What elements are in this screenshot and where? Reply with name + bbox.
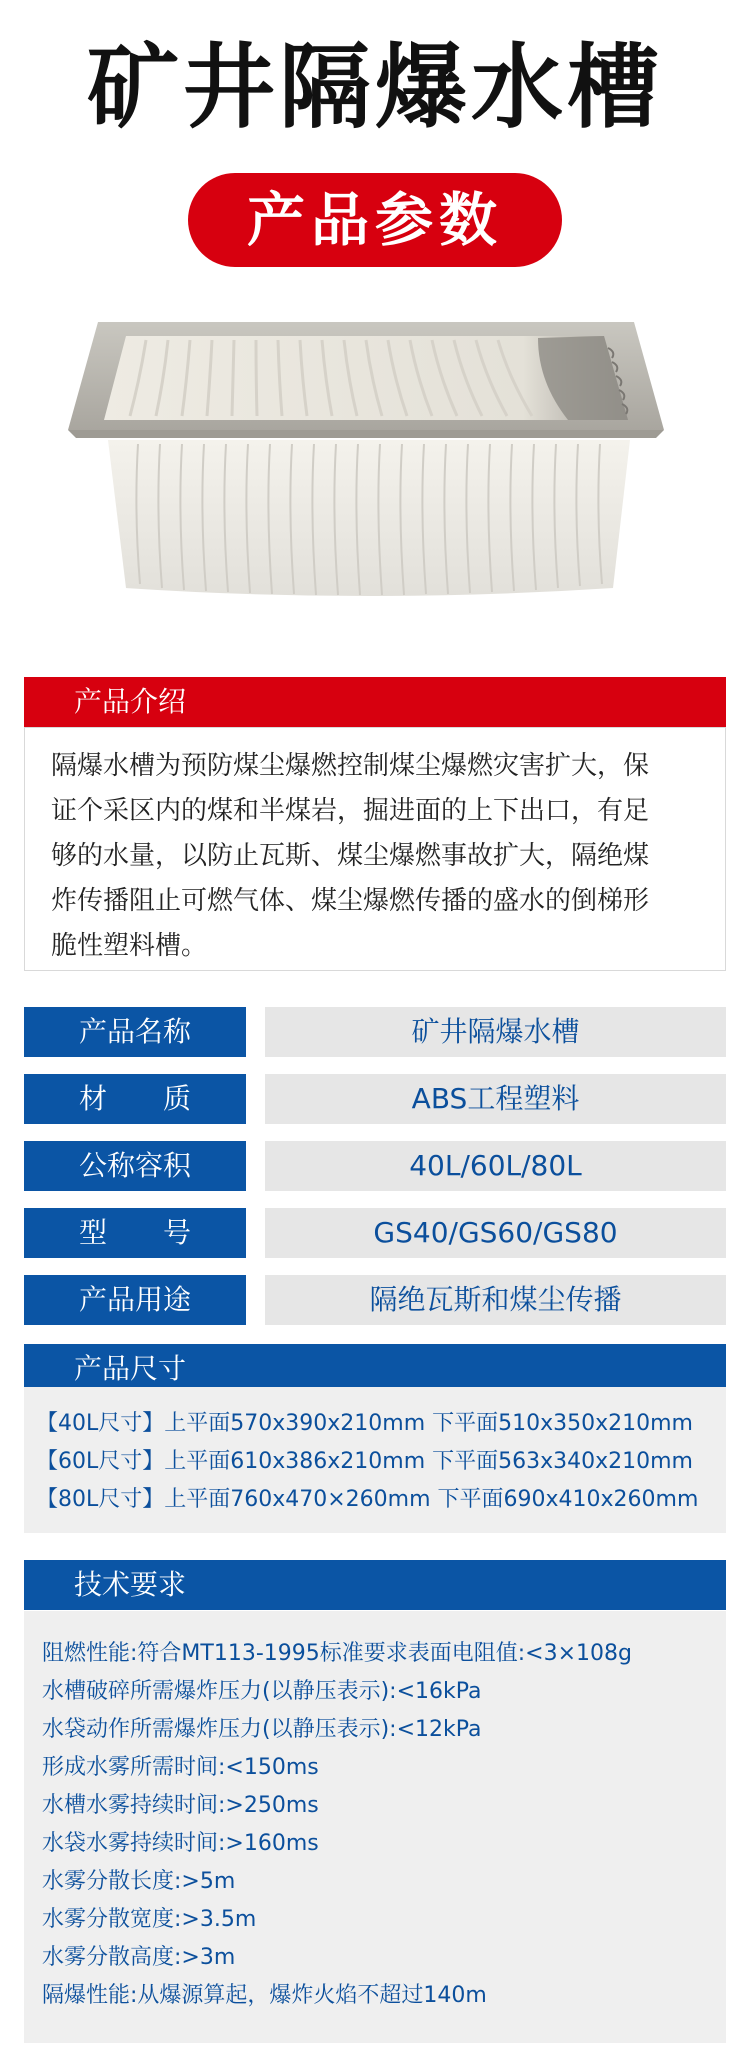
- spec-row-volume: [24, 1141, 726, 1191]
- intro-line: 证个采区内的煤和半煤岩，掘进面的上下出口，有足: [51, 796, 650, 826]
- intro-line: 够的水量，以防止瓦斯、煤尘爆燃事故扩大，隔绝煤: [51, 841, 650, 871]
- sizes-box: [24, 1387, 726, 1533]
- section-badge: 产品参数: [188, 173, 562, 267]
- tech-line: 水槽水雾持续时间:>250ms: [42, 1793, 319, 1818]
- sizes-heading: 产品尺寸: [24, 1344, 726, 1394]
- intro-heading: 产品介绍: [24, 677, 726, 727]
- spec-key: 产品名称: [24, 1007, 246, 1057]
- spec-value: ABS工程塑料: [265, 1074, 726, 1124]
- intro-line: 炸传播阻止可燃气体、煤尘爆燃传播的盛水的倒梯形: [51, 886, 650, 916]
- size-line: 【60L尺寸】上平面610x386x210mm 下平面563x340x210mm: [36, 1449, 693, 1474]
- tech-line: 水槽破碎所需爆炸压力(以静压表示):<16kPa: [42, 1679, 482, 1704]
- intro-line: 脆性塑料槽。: [51, 931, 208, 961]
- tech-line: 水雾分散长度:>5m: [42, 1869, 236, 1894]
- size-line: 【40L尺寸】上平面570x390x210mm 下平面510x350x210mm: [36, 1411, 693, 1436]
- spec-key: 材 质: [24, 1074, 246, 1124]
- spec-value: 隔绝瓦斯和煤尘传播: [265, 1275, 726, 1325]
- tech-line: 阻燃性能:符合MT113-1995标准要求表面电阻值:<3×108g: [42, 1641, 632, 1666]
- tech-line: 水雾分散高度:>3m: [42, 1945, 236, 1970]
- spec-row-model: [24, 1208, 726, 1258]
- tech-line: 水袋动作所需爆炸压力(以静压表示):<12kPa: [42, 1717, 482, 1742]
- spec-row-name: [24, 1007, 726, 1057]
- spec-key: 公称容积: [24, 1141, 246, 1191]
- spec-value: 40L/60L/80L: [265, 1141, 726, 1191]
- spec-value: 矿井隔爆水槽: [265, 1007, 726, 1057]
- spec-row-usage: [24, 1275, 726, 1325]
- tech-line: 水雾分散宽度:>3.5m: [42, 1907, 257, 1932]
- spec-key: 产品用途: [24, 1275, 246, 1325]
- tech-heading: 技术要求: [24, 1560, 726, 1610]
- spec-key: 型 号: [24, 1208, 246, 1258]
- tech-box: [24, 1611, 726, 2043]
- tech-line: 水袋水雾持续时间:>160ms: [42, 1831, 319, 1856]
- spec-row-material: [24, 1074, 726, 1124]
- spec-value: GS40/GS60/GS80: [265, 1208, 726, 1258]
- size-line: 【80L尺寸】上平面760x470×260mm 下平面690x410x260mm: [36, 1487, 699, 1512]
- product-image: [68, 312, 664, 612]
- tech-line: 形成水雾所需时间:<150ms: [42, 1755, 319, 1780]
- page-title: 矿井隔爆水槽: [86, 34, 663, 141]
- tech-line: 隔爆性能:从爆源算起，爆炸火焰不超过140m: [42, 1983, 487, 2008]
- intro-line: 隔爆水槽为预防煤尘爆燃控制煤尘爆燃灾害扩大，保: [51, 751, 650, 781]
- intro-text-box: [24, 727, 726, 971]
